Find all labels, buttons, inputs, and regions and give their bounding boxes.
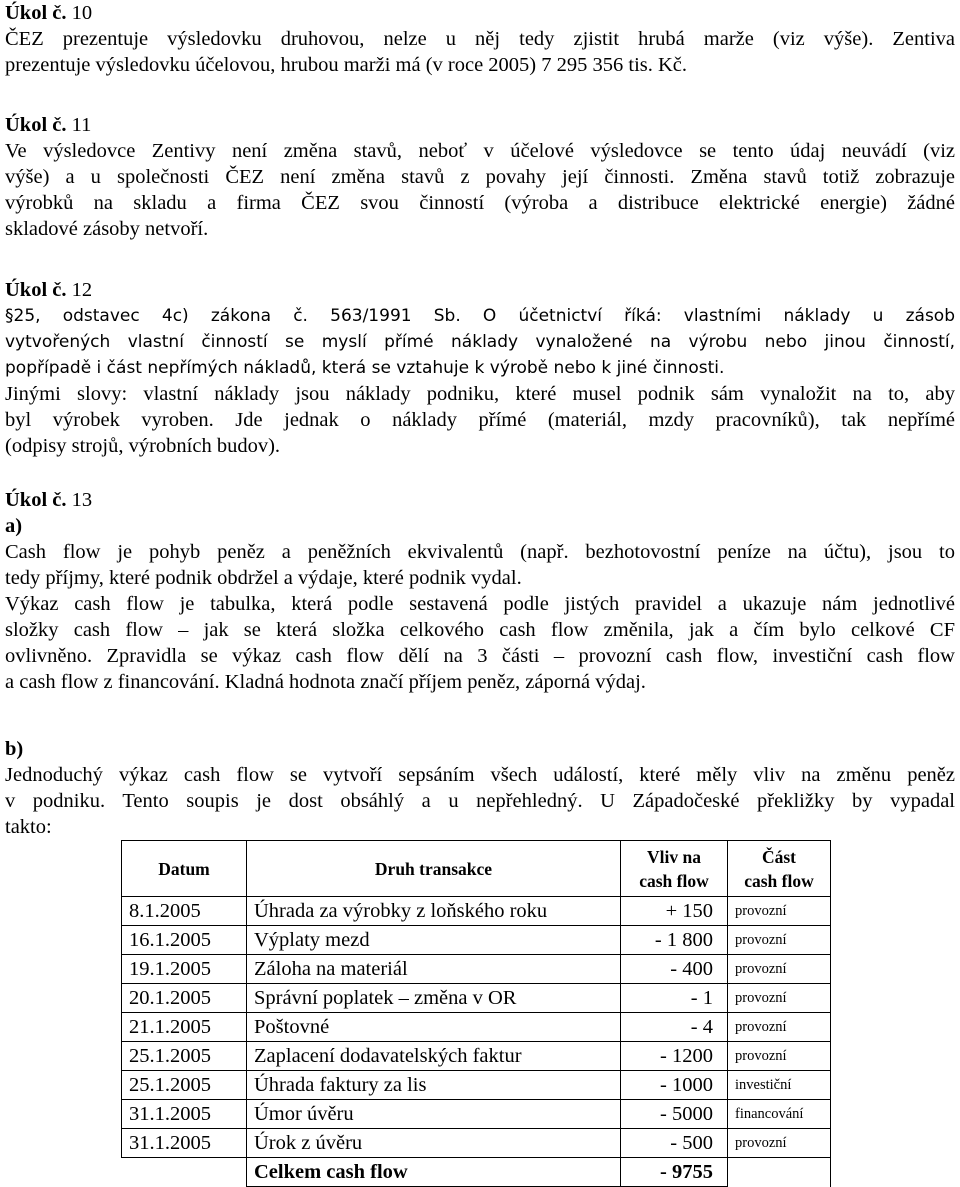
table-row [122,984,831,1013]
task-heading-number: 13 [71,489,93,511]
task-heading-number: 12 [71,279,93,301]
column-header-part [728,841,831,897]
task-heading-label: Úkol č. [5,489,67,511]
cell-date: 20.1.2005 [122,984,247,1013]
cell-amount: - 1 800 [621,926,728,955]
cell-amount: - 1000 [621,1071,728,1100]
task-10-section [5,0,955,78]
cell-part: provozní [728,897,831,926]
cell-transaction: Úmor úvěru [247,1100,621,1129]
table-total-row [122,1158,831,1187]
law-quote-line: §25, odstavec 4c) zákona č. 563/1991 Sb. O účetnictví říká: vlastními náklady u zásob [5,306,955,326]
cell-transaction: Správní poplatek – změna v OR [247,984,621,1013]
cell-part: provozní [728,1129,831,1158]
cell-transaction: Zaplacení dodavatelských faktur [247,1042,621,1071]
task-13-part-b [5,736,955,840]
cell-date: 31.1.2005 [122,1129,247,1158]
cell-amount: - 500 [621,1129,728,1158]
law-quote-line: vytvořených vlastní činností se myslí přímé náklady vynaložené na výrobu nebo jinou činností, [5,332,955,352]
cell-transaction: Výplaty mezd [247,926,621,955]
column-header-date: Datum [122,841,247,897]
law-quote [5,303,955,381]
task-heading-label: Úkol č. [5,114,67,136]
table-header-row [122,841,831,897]
paragraph-line: Jednoduchý výkaz cash flow se vytvoří sepsáním všech událostí, které měly vliv na změnu peněz [5,764,955,786]
paragraph-line: složky cash flow – jak se která složka celkového cash flow změnila, jak a čím bylo celkové CF [5,619,955,641]
table-row [122,926,831,955]
task-heading-label: Úkol č. [5,279,67,301]
cell-part: provozní [728,984,831,1013]
task-13-section [5,487,955,695]
cell-date: 8.1.2005 [122,897,247,926]
task-12-section [5,277,955,459]
cell-part: provozní [728,1042,831,1071]
task-11-section [5,112,955,242]
cell-transaction: Úhrada za výrobky z loňského roku [247,897,621,926]
cell-part: financování [728,1100,831,1129]
paragraph-line: ovlivněno. Zpravidla se výkaz cash flow dělí na 3 části – provozní cash flow, investiční cash flow [5,645,955,667]
cell-amount: + 150 [621,897,728,926]
task-13-heading [5,487,955,513]
task-12-heading [5,277,955,303]
paragraph-line: tedy příjmy, které podnik obdržel a výdaje, které podnik vydal. [5,567,522,589]
task-heading-label: Úkol č. [5,2,67,24]
column-header-part-line1: Část [761,846,797,867]
column-header-transaction: Druh transakce [247,841,621,897]
table-row [122,1100,831,1129]
cell-part: provozní [728,926,831,955]
paragraph-line: a cash flow z financování. Kladná hodnota značí příjem peněz, záporná výdaj. [5,671,646,693]
cell-transaction: Poštovné [247,1013,621,1042]
cell-date: 19.1.2005 [122,955,247,984]
paragraph-line: skladové zásoby netvoří. [5,218,209,240]
column-header-impact-line2: cash flow [639,870,709,891]
paragraph-line: v podniku. Tento soupis je dost obsáhlý a u nepřehledný. U Západočeské překližky by vypadal [5,790,955,812]
cell-empty [728,1158,831,1187]
cell-date: 25.1.2005 [122,1042,247,1071]
cell-date: 25.1.2005 [122,1071,247,1100]
cell-transaction: Úrok z úvěru [247,1129,621,1158]
table-row [122,1013,831,1042]
cell-empty [122,1158,247,1187]
task-10-heading [5,0,955,26]
paragraph-line: Jinými slovy: vlastní náklady jsou náklady podniku, které musel podnik sám vynaložit na to, aby [5,383,955,405]
cell-part: provozní [728,1013,831,1042]
paragraph-line: výše) a u společnosti ČEZ není změna stavů z povahy její činnosti. Změna stavů totiž zobrazuje [5,166,955,188]
cell-amount: - 1 [621,984,728,1013]
paragraph-line: takto: [5,816,52,838]
part-a-label: a) [5,515,23,537]
table-row [122,1071,831,1100]
table-row [122,1129,831,1158]
cell-amount: - 5000 [621,1100,728,1129]
cell-date: 21.1.2005 [122,1013,247,1042]
paragraph-line: Výkaz cash flow je tabulka, která podle sestavená podle jistých pravidel a ukazuje nám jednotlivé [5,593,955,615]
table-row [122,897,831,926]
law-quote-line: popřípadě i část nepřímých nákladů, která se vztahuje k výrobě nebo k jiné činnosti. [5,358,725,378]
column-header-impact [621,841,728,897]
cell-amount: - 1200 [621,1042,728,1071]
cash-flow-table [121,840,831,1187]
table-row [122,955,831,984]
cell-amount: - 400 [621,955,728,984]
cell-transaction: Záloha na materiál [247,955,621,984]
paragraph-line: Cash flow je pohyb peněz a peněžních ekvivalentů (např. bezhotovostní peníze na účtu), jsou to [5,541,955,563]
paragraph-line: prezentuje výsledovku účelovou, hrubou marži má (v roce 2005) 7 295 356 tis. Kč. [5,54,688,76]
paragraph-line: Ve výsledovce Zentivy není změna stavů, neboť v účelové výsledovce se tento údaj neuvádí (viz [5,140,955,162]
column-header-impact-line1: Vliv na [647,846,701,867]
task-heading-number: 11 [71,114,92,136]
table-row [122,1042,831,1071]
paragraph-line: výrobků na skladu a firma ČEZ svou činností (výroba a distribuce elektrické energie) žádné [5,192,955,214]
column-header-part-line2: cash flow [744,870,814,891]
task-heading-number: 10 [71,2,93,24]
cell-part: investiční [728,1071,831,1100]
cell-amount: - 4 [621,1013,728,1042]
task-11-heading [5,112,955,138]
cell-date: 16.1.2005 [122,926,247,955]
paragraph-line: ČEZ prezentuje výsledovku druhovou, nelze u něj tedy zjistit hrubá marže (viz výše). Zentiva [5,28,955,50]
cell-date: 31.1.2005 [122,1100,247,1129]
cell-transaction: Úhrada faktury za lis [247,1071,621,1100]
cell-part: provozní [728,955,831,984]
paragraph-line: (odpisy strojů, výrobních budov). [5,435,281,457]
paragraph-line: byl výrobek vyroben. Jde jednak o náklady přímé (materiál, mzdy pracovníků), tak nepřímé [5,409,955,431]
cell-total-amount: - 9755 [621,1158,728,1187]
part-b-label: b) [5,738,24,760]
cell-total-label: Celkem cash flow [247,1158,621,1187]
